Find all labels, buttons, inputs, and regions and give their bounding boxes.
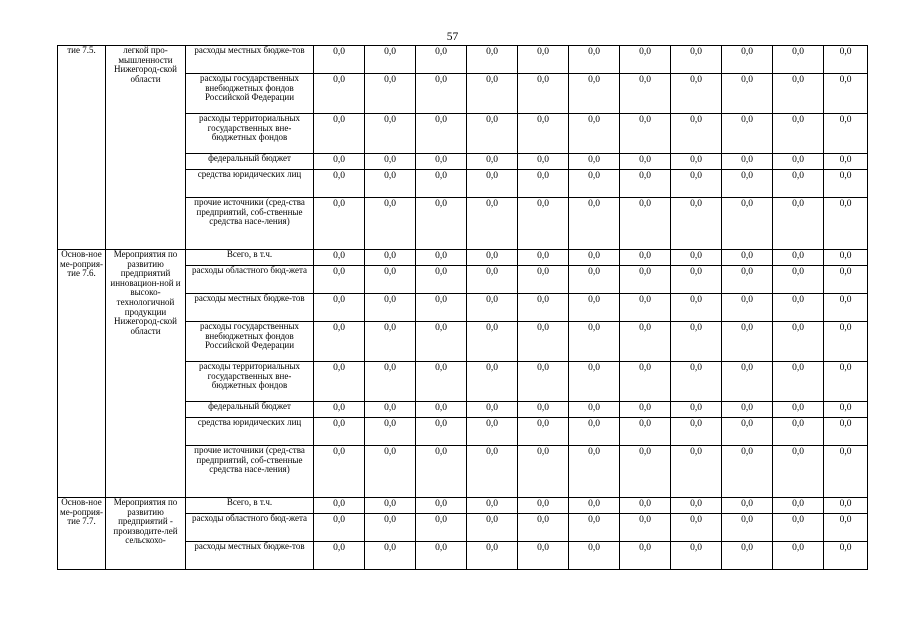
value-cell: 0,0	[620, 114, 671, 154]
value-cell: 0,0	[722, 154, 773, 170]
value-cell: 0,0	[416, 322, 467, 362]
value-cell: 0,0	[671, 498, 722, 514]
value-cell: 0,0	[773, 402, 824, 418]
value-cell: 0,0	[365, 446, 416, 498]
value-cell: 0,0	[365, 542, 416, 570]
value-cell: 0,0	[722, 114, 773, 154]
value-cell: 0,0	[620, 294, 671, 322]
value-cell: 0,0	[365, 402, 416, 418]
value-cell: 0,0	[416, 46, 467, 74]
value-cell: 0,0	[671, 322, 722, 362]
value-cell: 0,0	[416, 74, 467, 114]
value-cell: 0,0	[467, 114, 518, 154]
value-cell: 0,0	[314, 46, 365, 74]
measure-title-cell: Мероприятия по развитию предприятий инновацион-ной и высоко-технологичной продукции Нижегород-ской области	[106, 250, 186, 498]
value-cell: 0,0	[671, 250, 722, 266]
funding-source-cell: расходы местных бюдже-тов	[186, 46, 314, 74]
value-cell: 0,0	[467, 154, 518, 170]
financing-table	[57, 45, 868, 570]
value-cell: 0,0	[824, 322, 868, 362]
value-cell: 0,0	[365, 250, 416, 266]
funding-source-cell: расходы областного бюд-жета	[186, 514, 314, 542]
funding-source-cell: расходы государственных внебюджетных фондов Российской Федерации	[186, 322, 314, 362]
value-cell: 0,0	[518, 322, 569, 362]
value-cell: 0,0	[518, 198, 569, 250]
value-cell: 0,0	[518, 446, 569, 498]
value-cell: 0,0	[467, 542, 518, 570]
value-cell: 0,0	[824, 198, 868, 250]
funding-source-cell: расходы государственных внебюджетных фондов Российской Федерации	[186, 74, 314, 114]
funding-source-cell: федеральный бюджет	[186, 154, 314, 170]
funding-source-cell: Всего, в т.ч.	[186, 498, 314, 514]
value-cell: 0,0	[620, 446, 671, 498]
value-cell: 0,0	[365, 418, 416, 446]
value-cell: 0,0	[518, 114, 569, 154]
value-cell: 0,0	[416, 446, 467, 498]
value-cell: 0,0	[722, 542, 773, 570]
measure-title-cell: Мероприятия по развитию предприятий - производите-лей сельскохо-	[106, 498, 186, 570]
value-cell: 0,0	[722, 498, 773, 514]
value-cell: 0,0	[824, 418, 868, 446]
value-cell: 0,0	[824, 46, 868, 74]
value-cell: 0,0	[620, 46, 671, 74]
value-cell: 0,0	[416, 418, 467, 446]
value-cell: 0,0	[314, 250, 365, 266]
value-cell: 0,0	[773, 498, 824, 514]
value-cell: 0,0	[824, 266, 868, 294]
funding-source-cell: расходы территориальных государственных вне-бюджетных фондов	[186, 362, 314, 402]
value-cell: 0,0	[416, 154, 467, 170]
value-cell: 0,0	[314, 446, 365, 498]
value-cell: 0,0	[620, 402, 671, 418]
value-cell: 0,0	[569, 74, 620, 114]
value-cell: 0,0	[620, 154, 671, 170]
table-row	[58, 498, 868, 514]
value-cell: 0,0	[518, 46, 569, 74]
value-cell: 0,0	[518, 362, 569, 402]
value-cell: 0,0	[620, 198, 671, 250]
value-cell: 0,0	[671, 446, 722, 498]
value-cell: 0,0	[773, 114, 824, 154]
value-cell: 0,0	[467, 362, 518, 402]
value-cell: 0,0	[620, 498, 671, 514]
value-cell: 0,0	[314, 170, 365, 198]
value-cell: 0,0	[671, 362, 722, 402]
value-cell: 0,0	[773, 418, 824, 446]
value-cell: 0,0	[518, 294, 569, 322]
value-cell: 0,0	[722, 514, 773, 542]
value-cell: 0,0	[722, 446, 773, 498]
value-cell: 0,0	[467, 46, 518, 74]
value-cell: 0,0	[620, 74, 671, 114]
value-cell: 0,0	[620, 418, 671, 446]
value-cell: 0,0	[773, 542, 824, 570]
funding-source-cell: расходы областного бюд-жета	[186, 266, 314, 294]
funding-source-cell: средства юридических лиц	[186, 170, 314, 198]
value-cell: 0,0	[314, 418, 365, 446]
value-cell: 0,0	[518, 250, 569, 266]
value-cell: 0,0	[365, 322, 416, 362]
value-cell: 0,0	[824, 154, 868, 170]
value-cell: 0,0	[314, 198, 365, 250]
value-cell: 0,0	[569, 514, 620, 542]
value-cell: 0,0	[314, 322, 365, 362]
value-cell: 0,0	[569, 154, 620, 170]
value-cell: 0,0	[467, 74, 518, 114]
value-cell: 0,0	[416, 542, 467, 570]
value-cell: 0,0	[569, 498, 620, 514]
page-number: 57	[446, 31, 459, 43]
value-cell: 0,0	[620, 170, 671, 198]
value-cell: 0,0	[467, 294, 518, 322]
value-cell: 0,0	[773, 46, 824, 74]
value-cell: 0,0	[365, 362, 416, 402]
value-cell: 0,0	[569, 46, 620, 74]
value-cell: 0,0	[467, 402, 518, 418]
value-cell: 0,0	[467, 514, 518, 542]
value-cell: 0,0	[365, 266, 416, 294]
value-cell: 0,0	[314, 362, 365, 402]
value-cell: 0,0	[569, 402, 620, 418]
value-cell: 0,0	[416, 266, 467, 294]
value-cell: 0,0	[569, 170, 620, 198]
value-cell: 0,0	[365, 154, 416, 170]
value-cell: 0,0	[773, 322, 824, 362]
value-cell: 0,0	[824, 542, 868, 570]
value-cell: 0,0	[467, 266, 518, 294]
value-cell: 0,0	[773, 266, 824, 294]
value-cell: 0,0	[671, 74, 722, 114]
value-cell: 0,0	[365, 294, 416, 322]
value-cell: 0,0	[620, 362, 671, 402]
funding-source-cell: прочие источники (сред-ства предприятий, соб-ственные средства насе-ления)	[186, 446, 314, 498]
value-cell: 0,0	[467, 198, 518, 250]
value-cell: 0,0	[722, 198, 773, 250]
value-cell: 0,0	[416, 114, 467, 154]
value-cell: 0,0	[824, 250, 868, 266]
value-cell: 0,0	[467, 498, 518, 514]
value-cell: 0,0	[671, 418, 722, 446]
value-cell: 0,0	[773, 294, 824, 322]
funding-source-cell: прочие источники (сред-ства предприятий, соб-ственные средства насе-ления)	[186, 198, 314, 250]
value-cell: 0,0	[416, 170, 467, 198]
table-body	[58, 46, 868, 570]
value-cell: 0,0	[416, 198, 467, 250]
value-cell: 0,0	[671, 542, 722, 570]
value-cell: 0,0	[671, 402, 722, 418]
value-cell: 0,0	[824, 362, 868, 402]
value-cell: 0,0	[722, 322, 773, 362]
measure-title-cell: легкой про-мышленности Нижегород-ской области	[106, 46, 186, 250]
funding-source-cell: расходы местных бюдже-тов	[186, 542, 314, 570]
value-cell: 0,0	[824, 74, 868, 114]
funding-source-cell: средства юридических лиц	[186, 418, 314, 446]
value-cell: 0,0	[824, 294, 868, 322]
value-cell: 0,0	[569, 250, 620, 266]
value-cell: 0,0	[569, 198, 620, 250]
value-cell: 0,0	[365, 74, 416, 114]
value-cell: 0,0	[722, 402, 773, 418]
value-cell: 0,0	[773, 362, 824, 402]
value-cell: 0,0	[773, 198, 824, 250]
value-cell: 0,0	[569, 294, 620, 322]
value-cell: 0,0	[467, 170, 518, 198]
table-row	[58, 46, 868, 74]
value-cell: 0,0	[314, 514, 365, 542]
value-cell: 0,0	[365, 514, 416, 542]
value-cell: 0,0	[314, 294, 365, 322]
value-cell: 0,0	[365, 170, 416, 198]
value-cell: 0,0	[671, 266, 722, 294]
value-cell: 0,0	[518, 266, 569, 294]
value-cell: 0,0	[416, 294, 467, 322]
value-cell: 0,0	[569, 418, 620, 446]
value-cell: 0,0	[365, 114, 416, 154]
funding-source-cell: расходы местных бюдже-тов	[186, 294, 314, 322]
value-cell: 0,0	[620, 266, 671, 294]
value-cell: 0,0	[671, 46, 722, 74]
value-cell: 0,0	[824, 114, 868, 154]
value-cell: 0,0	[671, 154, 722, 170]
value-cell: 0,0	[671, 514, 722, 542]
funding-source-cell: федеральный бюджет	[186, 402, 314, 418]
value-cell: 0,0	[722, 418, 773, 446]
value-cell: 0,0	[314, 266, 365, 294]
value-cell: 0,0	[314, 154, 365, 170]
measure-number-cell: тие 7.5.	[58, 46, 106, 250]
value-cell: 0,0	[824, 514, 868, 542]
value-cell: 0,0	[671, 170, 722, 198]
value-cell: 0,0	[365, 498, 416, 514]
value-cell: 0,0	[467, 446, 518, 498]
value-cell: 0,0	[671, 294, 722, 322]
funding-source-cell: Всего, в т.ч.	[186, 250, 314, 266]
value-cell: 0,0	[569, 362, 620, 402]
value-cell: 0,0	[569, 322, 620, 362]
value-cell: 0,0	[569, 446, 620, 498]
value-cell: 0,0	[722, 46, 773, 74]
value-cell: 0,0	[569, 114, 620, 154]
table-row	[58, 250, 868, 266]
value-cell: 0,0	[518, 542, 569, 570]
value-cell: 0,0	[416, 514, 467, 542]
value-cell: 0,0	[518, 170, 569, 198]
value-cell: 0,0	[314, 402, 365, 418]
value-cell: 0,0	[722, 250, 773, 266]
value-cell: 0,0	[518, 418, 569, 446]
value-cell: 0,0	[824, 498, 868, 514]
value-cell: 0,0	[569, 266, 620, 294]
value-cell: 0,0	[722, 362, 773, 402]
value-cell: 0,0	[773, 170, 824, 198]
value-cell: 0,0	[773, 154, 824, 170]
value-cell: 0,0	[518, 514, 569, 542]
value-cell: 0,0	[569, 542, 620, 570]
measure-number-cell: Основ-ное ме-роприя-тие 7.6.	[58, 250, 106, 498]
value-cell: 0,0	[773, 446, 824, 498]
value-cell: 0,0	[620, 250, 671, 266]
value-cell: 0,0	[773, 514, 824, 542]
value-cell: 0,0	[467, 322, 518, 362]
funding-source-cell: расходы территориальных государственных вне-бюджетных фондов	[186, 114, 314, 154]
value-cell: 0,0	[620, 322, 671, 362]
value-cell: 0,0	[314, 542, 365, 570]
value-cell: 0,0	[773, 74, 824, 114]
value-cell: 0,0	[671, 114, 722, 154]
value-cell: 0,0	[722, 266, 773, 294]
value-cell: 0,0	[722, 170, 773, 198]
value-cell: 0,0	[518, 402, 569, 418]
value-cell: 0,0	[416, 362, 467, 402]
value-cell: 0,0	[722, 294, 773, 322]
value-cell: 0,0	[467, 250, 518, 266]
value-cell: 0,0	[824, 170, 868, 198]
measure-number-cell: Основ-ное ме-роприя-тие 7.7.	[58, 498, 106, 570]
value-cell: 0,0	[824, 446, 868, 498]
value-cell: 0,0	[518, 154, 569, 170]
value-cell: 0,0	[416, 402, 467, 418]
value-cell: 0,0	[518, 498, 569, 514]
value-cell: 0,0	[314, 74, 365, 114]
value-cell: 0,0	[314, 498, 365, 514]
value-cell: 0,0	[620, 514, 671, 542]
value-cell: 0,0	[467, 418, 518, 446]
value-cell: 0,0	[365, 198, 416, 250]
value-cell: 0,0	[824, 402, 868, 418]
value-cell: 0,0	[773, 250, 824, 266]
value-cell: 0,0	[620, 542, 671, 570]
value-cell: 0,0	[518, 74, 569, 114]
value-cell: 0,0	[722, 74, 773, 114]
value-cell: 0,0	[671, 198, 722, 250]
value-cell: 0,0	[314, 114, 365, 154]
value-cell: 0,0	[365, 46, 416, 74]
value-cell: 0,0	[416, 250, 467, 266]
value-cell: 0,0	[416, 498, 467, 514]
